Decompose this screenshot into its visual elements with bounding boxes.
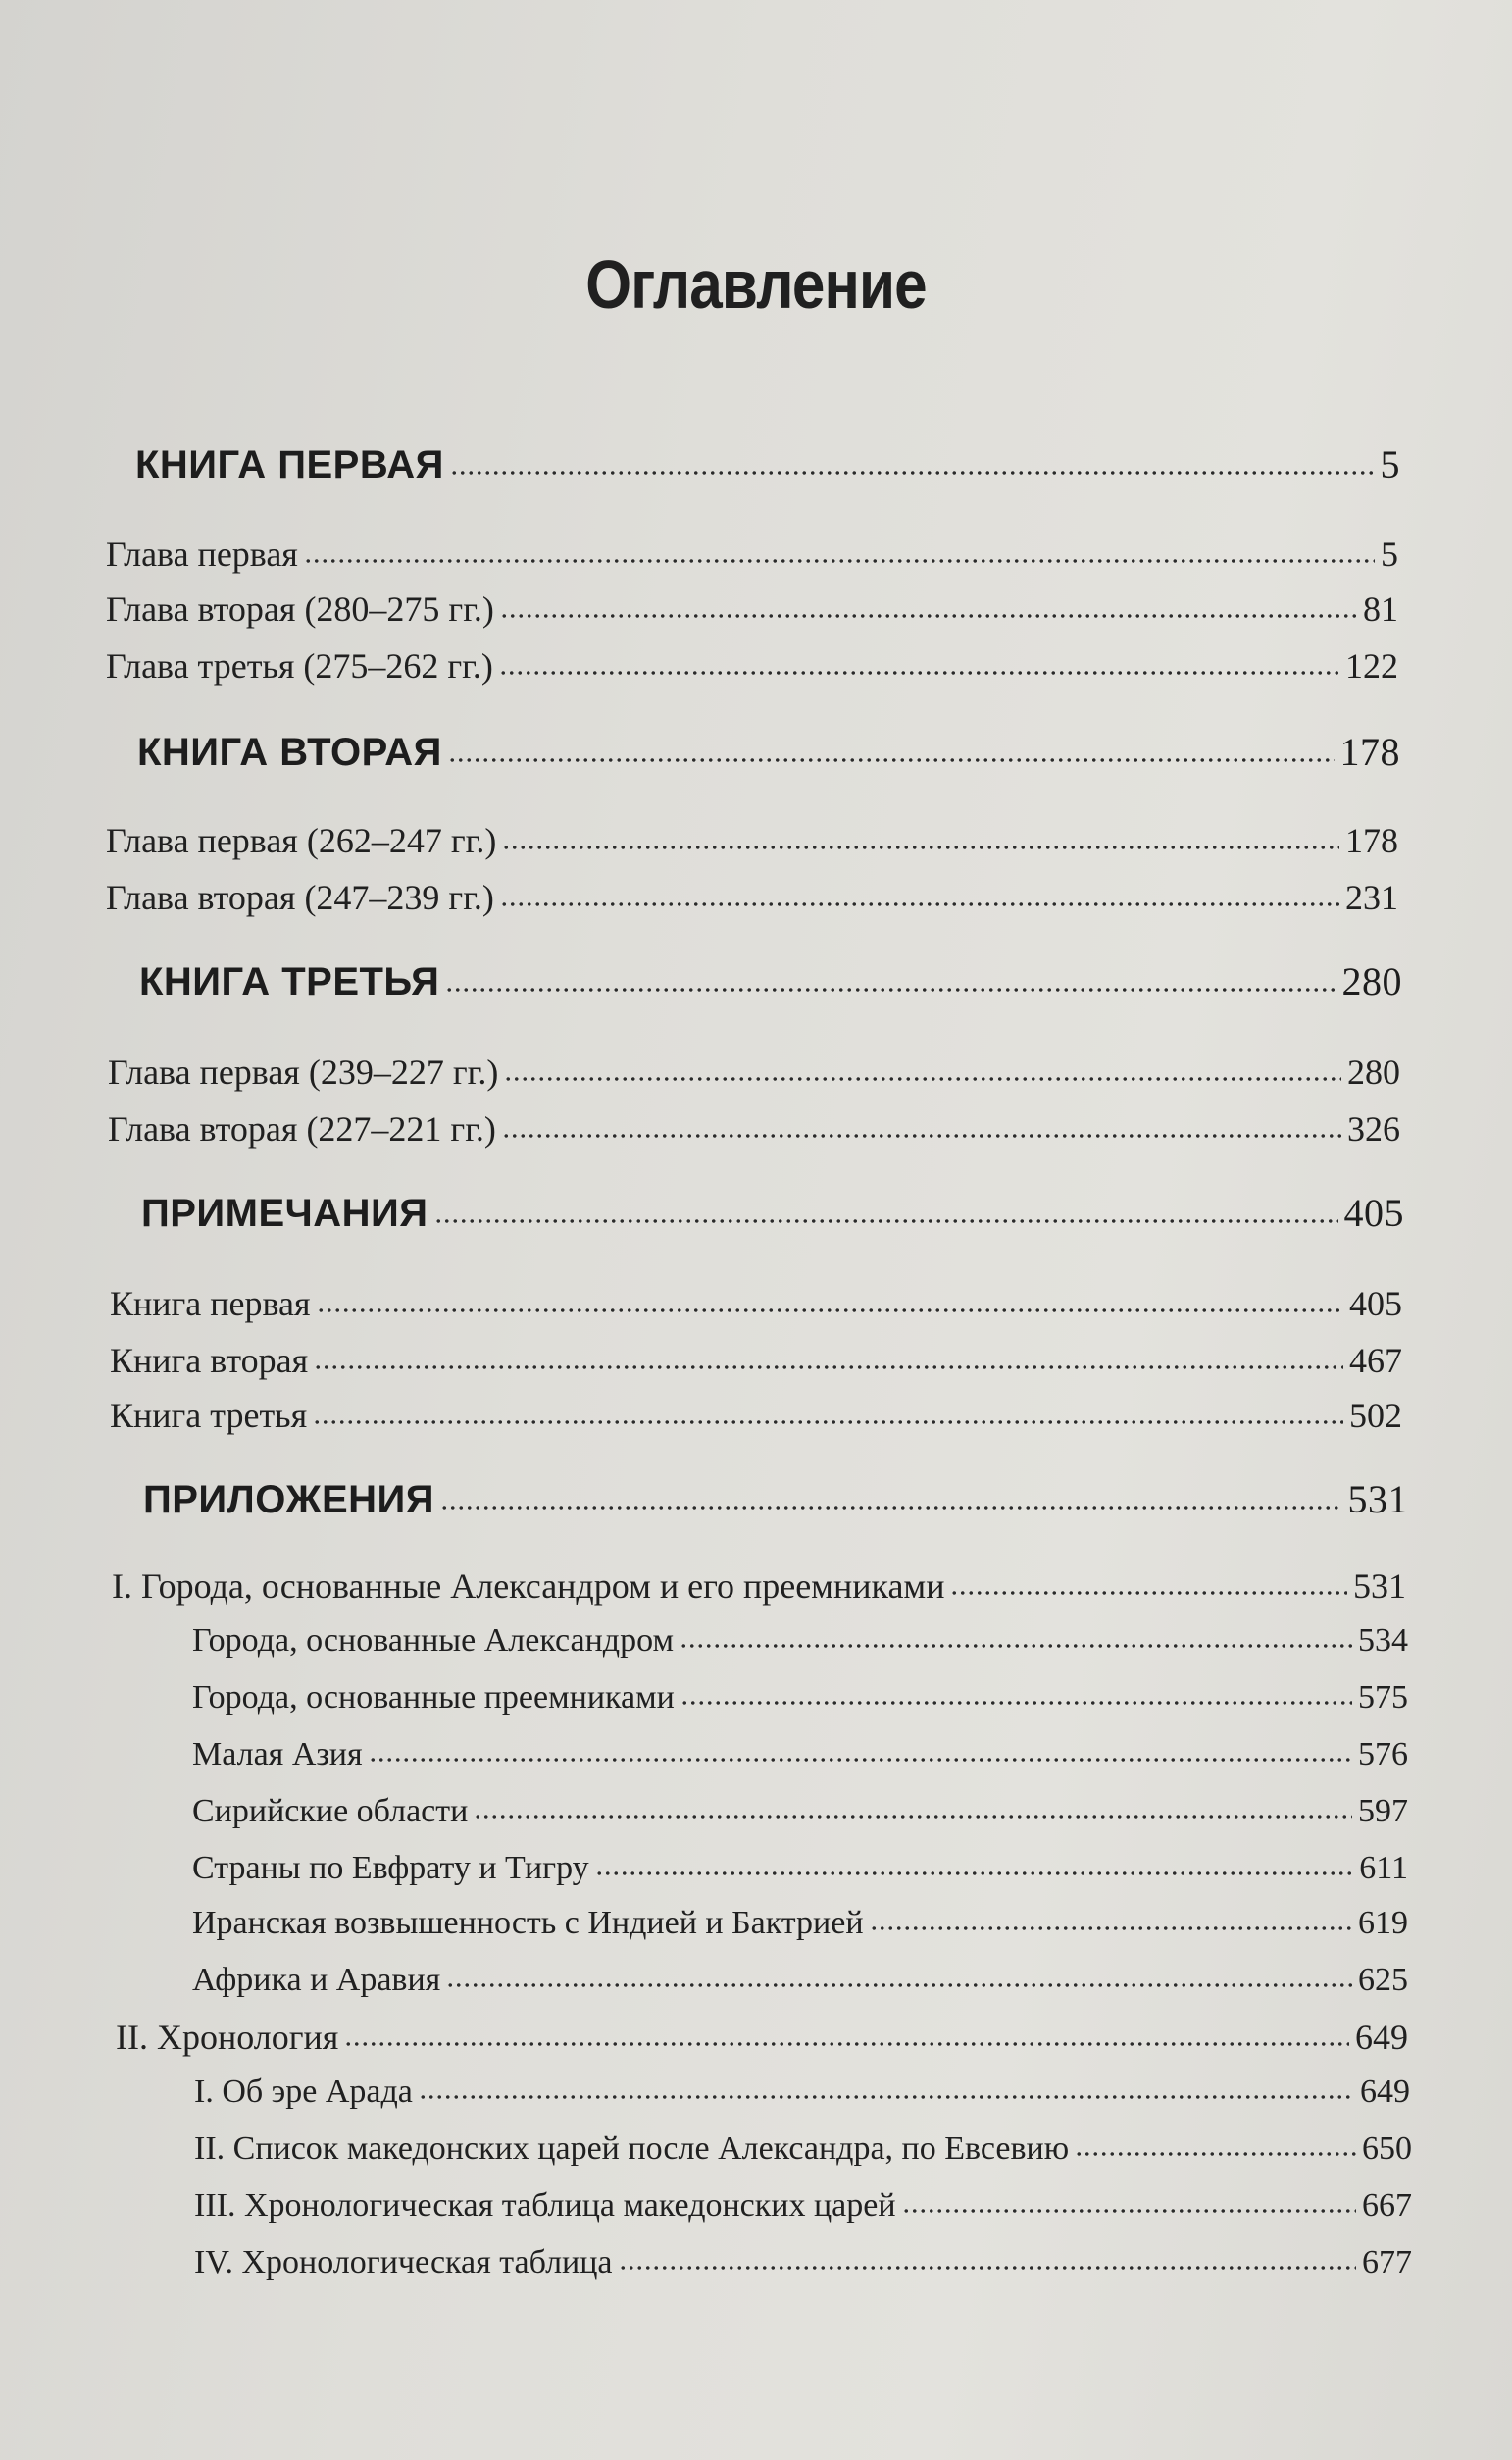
toc-entry-label: II. Хронология	[116, 2018, 339, 2057]
toc-subentry[interactable]	[192, 1736, 1408, 1773]
dot-leader	[504, 1077, 1341, 1081]
dot-leader	[344, 2042, 1349, 2046]
toc-page-number: 5	[1380, 442, 1400, 487]
toc-page-number: 611	[1359, 1850, 1408, 1886]
toc-entry[interactable]	[108, 1051, 1400, 1093]
dot-leader	[500, 614, 1357, 618]
toc-entry-label: Иранская возвышенность с Индией и Бактрией	[192, 1905, 864, 1941]
toc-page-number: 467	[1349, 1341, 1402, 1380]
dot-leader	[419, 2095, 1354, 2099]
toc-entry-label: Глава вторая (227–221 гг.)	[108, 1109, 496, 1149]
dot-leader	[619, 2266, 1356, 2270]
toc-entry-label: Города, основанные преемниками	[192, 1679, 675, 1716]
toc-entry-label: Глава первая (262–247 гг.)	[106, 821, 497, 860]
dot-leader	[314, 1365, 1343, 1369]
toc-entry-label: Страны по Евфрату и Тигру	[192, 1850, 589, 1886]
toc-page-number: 5	[1381, 535, 1398, 574]
dot-leader	[369, 1758, 1352, 1762]
toc-page-number: 531	[1353, 1566, 1406, 1606]
toc-page-number: 178	[1339, 730, 1400, 774]
dot-leader	[474, 1815, 1352, 1819]
toc-entry[interactable]	[108, 1108, 1400, 1150]
toc-page-number: 667	[1362, 2187, 1412, 2224]
page-title: Оглавление	[585, 246, 927, 323]
toc-entry-label: Глава вторая (247–239 гг.)	[106, 878, 494, 917]
dot-leader	[595, 1871, 1354, 1875]
toc-subentry[interactable]	[194, 2130, 1412, 2168]
dot-leader	[440, 1506, 1341, 1510]
toc-entry-label: Африка и Аравия	[192, 1962, 441, 1998]
toc-page-number: 625	[1358, 1962, 1408, 1998]
toc-entry[interactable]	[110, 1340, 1402, 1381]
dot-leader	[680, 1644, 1352, 1648]
toc-page-number: 575	[1358, 1679, 1408, 1716]
toc-page-number: 619	[1358, 1905, 1408, 1941]
dot-leader	[1075, 2152, 1356, 2156]
toc-entry[interactable]	[106, 534, 1398, 575]
toc-page-number: 502	[1349, 1396, 1402, 1435]
toc-page-number: 405	[1349, 1284, 1402, 1323]
toc-heading-label: КНИГА ВТОРАЯ	[137, 731, 442, 774]
toc-entry-label: Города, основанные Александром	[192, 1622, 674, 1659]
toc-page-number: 534	[1358, 1622, 1408, 1659]
dot-leader	[434, 1219, 1338, 1223]
toc-entry[interactable]	[116, 2017, 1408, 2058]
toc-entry[interactable]	[110, 1283, 1402, 1324]
toc-entry-label: IV. Хронологическая таблица	[194, 2244, 613, 2281]
toc-entry[interactable]	[106, 589, 1398, 630]
dot-leader	[870, 1926, 1352, 1930]
toc-entry-label: Сирийские области	[192, 1793, 469, 1829]
toc-page-number: 178	[1345, 821, 1398, 860]
toc-heading-label: ПРИМЕЧАНИЯ	[141, 1192, 428, 1235]
toc-page-number: 326	[1347, 1109, 1400, 1149]
toc-heading-book-2[interactable]	[137, 729, 1400, 775]
dot-leader	[502, 1134, 1341, 1138]
toc-entry-label: II. Список македонских царей после Александра, по Евсевию	[194, 2130, 1070, 2167]
toc-entry-label: Глава третья (275–262 гг.)	[106, 646, 493, 686]
toc-entry[interactable]	[106, 645, 1398, 687]
toc-entry-label: Глава вторая (280–275 гг.)	[106, 589, 494, 629]
toc-subentry[interactable]	[192, 1679, 1408, 1717]
toc-heading-appendices[interactable]	[143, 1476, 1408, 1522]
dot-leader	[448, 758, 1335, 762]
toc-entry[interactable]	[106, 877, 1398, 918]
toc-subentry[interactable]	[192, 1962, 1408, 1999]
toc-entry[interactable]	[110, 1395, 1402, 1436]
dot-leader	[450, 471, 1375, 475]
toc-page-number: 649	[1355, 2018, 1408, 2057]
toc-subentry[interactable]	[192, 1622, 1408, 1660]
toc-entry-label: Малая Азия	[192, 1736, 363, 1772]
toc-page-number: 597	[1358, 1793, 1408, 1829]
dot-leader	[902, 2209, 1356, 2213]
dot-leader	[680, 1701, 1352, 1705]
toc-subentry[interactable]	[194, 2244, 1412, 2281]
toc-entry-label: Глава первая (239–227 гг.)	[108, 1052, 499, 1092]
toc-subentry[interactable]	[194, 2074, 1410, 2111]
toc-subentry[interactable]	[192, 1793, 1408, 1830]
toc-entry-label: III. Хронологическая таблица македонских царей	[194, 2187, 896, 2224]
toc-page-number: 677	[1362, 2244, 1412, 2281]
toc-heading-label: ПРИЛОЖЕНИЯ	[143, 1478, 435, 1521]
dot-leader	[502, 846, 1339, 849]
toc-subentry[interactable]	[192, 1850, 1408, 1887]
toc-page-number: 405	[1343, 1191, 1404, 1235]
toc-page-number: 231	[1345, 878, 1398, 917]
toc-heading-book-3[interactable]	[139, 958, 1402, 1004]
dot-leader	[499, 671, 1339, 675]
dot-leader	[950, 1591, 1347, 1595]
toc-heading-book-1[interactable]	[135, 441, 1400, 487]
dot-leader	[500, 902, 1339, 906]
toc-heading-label: КНИГА ПЕРВАЯ	[135, 443, 444, 487]
toc-page-number: 650	[1362, 2130, 1412, 2167]
toc-page-number: 649	[1360, 2074, 1410, 2110]
dot-leader	[445, 988, 1336, 992]
dot-leader	[313, 1420, 1343, 1424]
toc-page-number: 81	[1363, 589, 1398, 629]
toc-page-number: 531	[1347, 1477, 1408, 1521]
toc-heading-label: КНИГА ТРЕТЬЯ	[139, 960, 440, 1003]
toc-page-number: 122	[1345, 646, 1398, 686]
dot-leader	[304, 559, 1375, 563]
toc-entry[interactable]	[106, 820, 1398, 861]
toc-entry-label: Книга вторая	[110, 1341, 309, 1380]
toc-entry-label: I. Города, основанные Александром и его преемниками	[112, 1566, 945, 1606]
toc-page-number: 280	[1341, 959, 1402, 1003]
toc-heading-notes[interactable]	[141, 1190, 1404, 1236]
toc-entry-label: Книга третья	[110, 1396, 308, 1435]
toc-entry-label: Глава первая	[106, 535, 298, 574]
toc-entry-label: I. Об эре Арада	[194, 2074, 413, 2110]
toc-subentry[interactable]	[192, 1905, 1408, 1942]
toc-entry[interactable]	[112, 1565, 1406, 1607]
dot-leader	[317, 1308, 1343, 1312]
toc-entry-label: Книга первая	[110, 1284, 311, 1323]
toc-page-number: 280	[1347, 1052, 1400, 1092]
toc-page-number: 576	[1358, 1736, 1408, 1772]
toc-subentry[interactable]	[194, 2187, 1412, 2225]
dot-leader	[446, 1983, 1352, 1987]
